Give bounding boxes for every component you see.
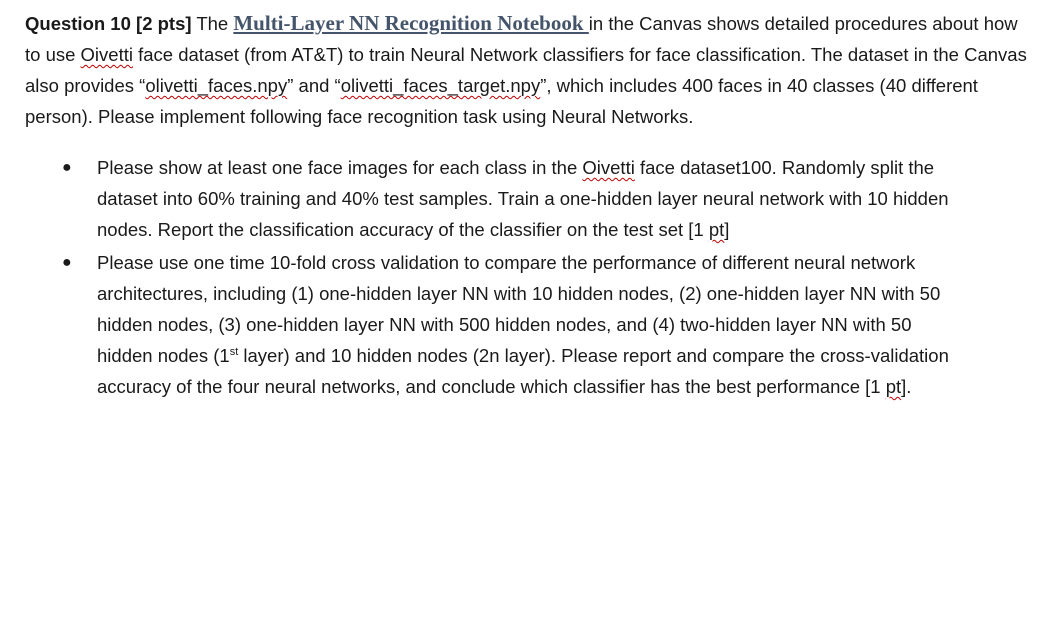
bullet-dot-icon: ●: [62, 159, 72, 176]
question-text-2: in the Canvas shows detailed procedures about how to use: [25, 13, 1018, 65]
filename-faces: olivetti_faces.npy: [145, 75, 288, 96]
bullet-2-text-2: layer) and 10 hidden nodes (2n layer). Please report and compare the cross-validation accuracy of the four neural networks, and conclude which classifier has the best performance [1: [97, 345, 949, 397]
superscript-st: st: [229, 345, 239, 358]
bullet-2-text-3: ].: [901, 376, 912, 397]
bullet-2-text-1: Please use one time 10-fold cross validation to compare the performance of different neural network architectures, including (1) one-hidden layer NN with 10 hidden nodes, (2) one-hidden layer NN with 50 hidden nodes, (3) one-hidden layer NN with 500 hidden nodes, and (4) two-hidden layer NN with 50 hidden nodes (1: [97, 252, 941, 366]
question-text-4: ” and “: [287, 75, 341, 96]
question-heading: Question 10 [2 pts]: [25, 13, 192, 34]
question-text-3: face dataset (from AT&T) to train Neural Network classifiers for face classification. The dataset in the Canvas also provides “: [25, 44, 1027, 96]
misspelled-word: Oivetti: [582, 157, 635, 178]
task-list: [25, 152, 1030, 402]
bullet-1-text-1: Please show at least one face images for each class in the: [97, 157, 583, 178]
question-paragraph: [25, 8, 1030, 132]
list-item: [25, 247, 959, 402]
bullet-dot-icon: ●: [62, 254, 72, 271]
question-text-5: ”, which includes 400 faces in 40 classes (40 different person). Please implement following face recognition task using Neural Networks.: [25, 75, 978, 127]
bullet-1-text-2: face dataset100. Randomly split the dataset into 60% training and 40% test samples. Train a one-hidden layer neural network with 10 hidden nodes. Report the classification accuracy of the classifier on the test set [1: [97, 157, 949, 240]
notebook-link[interactable]: Multi-Layer NN Recognition Notebook: [233, 11, 589, 35]
question-text-1: The: [191, 13, 234, 34]
misspelled-word: Oivetti: [80, 44, 133, 65]
misspelled-word: pt: [708, 219, 725, 240]
list-item: [25, 152, 959, 245]
bullet-1-text-3: ]: [724, 219, 730, 240]
misspelled-word: pt: [885, 376, 902, 397]
filename-target: olivetti_faces_target.npy: [340, 75, 541, 96]
document-page: [25, 8, 1030, 404]
